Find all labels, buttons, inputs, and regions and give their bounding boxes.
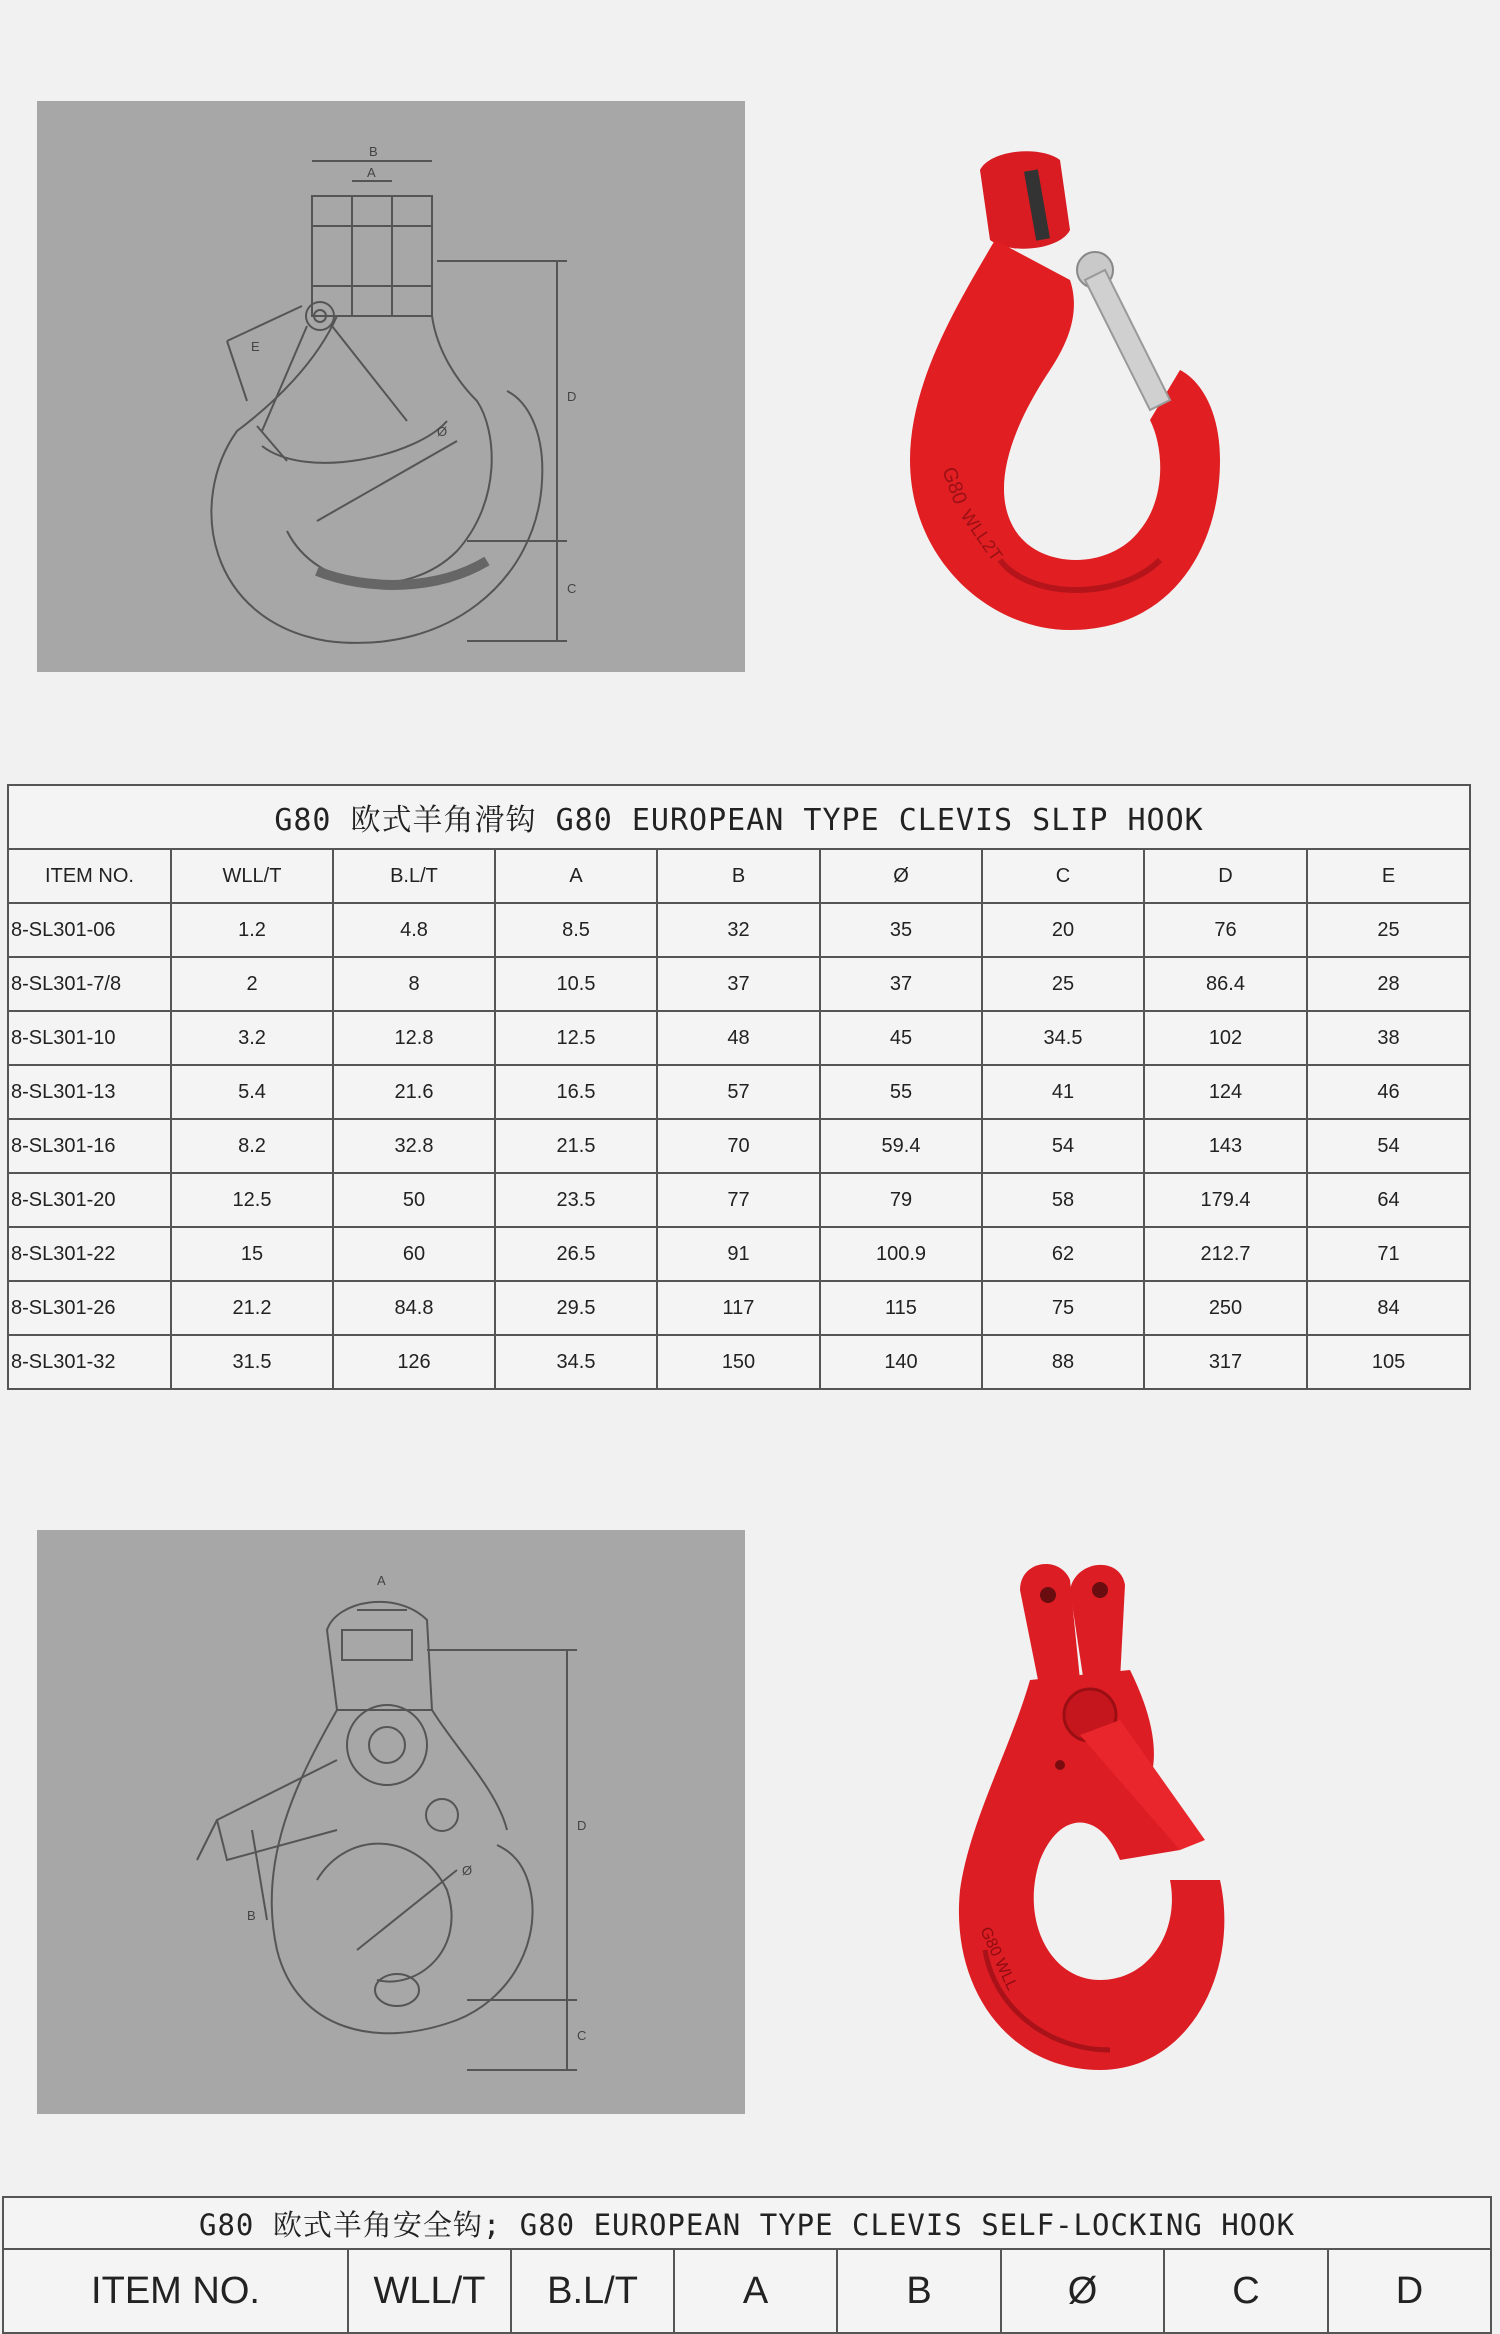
table-cell: 1.2 <box>171 903 333 957</box>
table-cell: 317 <box>1144 1335 1307 1389</box>
table-row <box>8 1173 1470 1227</box>
table-cell: 126 <box>333 1335 495 1389</box>
column-header: E <box>1307 849 1470 903</box>
table-cell: 105 <box>1307 1335 1470 1389</box>
table-cell: 71 <box>1307 1227 1470 1281</box>
table-cell: 59.4 <box>820 1119 982 1173</box>
table-cell: 75 <box>982 1281 1144 1335</box>
table-cell: 91 <box>657 1227 820 1281</box>
table-cell: 10.5 <box>495 957 657 1011</box>
column-header: C <box>982 849 1144 903</box>
table-cell: 25 <box>1307 903 1470 957</box>
table-cell: 20 <box>982 903 1144 957</box>
dim-label-d: D <box>577 1818 587 1833</box>
table-cell: 84 <box>1307 1281 1470 1335</box>
table-cell: 21.5 <box>495 1119 657 1173</box>
table-cell: 15 <box>171 1227 333 1281</box>
column-header: C <box>1164 2249 1328 2333</box>
slip-hook-technical-drawing <box>37 101 745 672</box>
column-header: ITEM NO. <box>3 2249 348 2333</box>
dim-label-phi: Ø <box>437 424 448 439</box>
column-header: B <box>657 849 820 903</box>
table-cell: 3.2 <box>171 1011 333 1065</box>
self-locking-hook-drawing-svg <box>37 1530 745 2114</box>
dim-label-b: B <box>247 1908 256 1923</box>
table-cell: 45 <box>820 1011 982 1065</box>
column-header: WLL/T <box>171 849 333 903</box>
column-header: B.L/T <box>511 2249 674 2333</box>
table-cell: 5.4 <box>171 1065 333 1119</box>
table-cell: 102 <box>1144 1011 1307 1065</box>
table-cell: 48 <box>657 1011 820 1065</box>
item-number-cell: 8-SL301-20 <box>8 1173 171 1227</box>
table-cell: 28 <box>1307 957 1470 1011</box>
table-cell: 115 <box>820 1281 982 1335</box>
column-header: WLL/T <box>348 2249 511 2333</box>
table-cell: 77 <box>657 1173 820 1227</box>
table-cell: 12.5 <box>495 1011 657 1065</box>
column-header: B.L/T <box>333 849 495 903</box>
table-cell: 46 <box>1307 1065 1470 1119</box>
dim-label-e: E <box>251 339 260 354</box>
self-locking-hook-spec-table <box>2 2196 1492 2334</box>
table-cell: 12.5 <box>171 1173 333 1227</box>
table-cell: 35 <box>820 903 982 957</box>
item-number-cell: 8-SL301-10 <box>8 1011 171 1065</box>
table-cell: 21.2 <box>171 1281 333 1335</box>
table-cell: 8.5 <box>495 903 657 957</box>
table-cell: 64 <box>1307 1173 1470 1227</box>
table-cell: 21.6 <box>333 1065 495 1119</box>
table-cell: 70 <box>657 1119 820 1173</box>
column-header: Ø <box>820 849 982 903</box>
table-cell: 57 <box>657 1065 820 1119</box>
table-cell: 84.8 <box>333 1281 495 1335</box>
table-cell: 60 <box>333 1227 495 1281</box>
table-row <box>8 1011 1470 1065</box>
table-cell: 31.5 <box>171 1335 333 1389</box>
table-cell: 117 <box>657 1281 820 1335</box>
table-cell: 41 <box>982 1065 1144 1119</box>
table-cell: 23.5 <box>495 1173 657 1227</box>
dim-label-c: C <box>567 581 577 596</box>
table-cell: 212.7 <box>1144 1227 1307 1281</box>
table-cell: 76 <box>1144 903 1307 957</box>
table-cell: 34.5 <box>495 1335 657 1389</box>
table-title: G80 欧式羊角滑钩 G80 EUROPEAN TYPE CLEVIS SLIP HOOK <box>8 785 1470 849</box>
table-cell: 4.8 <box>333 903 495 957</box>
photo-marking-text: G80 WLL <box>976 1924 1021 1993</box>
item-number-cell: 8-SL301-16 <box>8 1119 171 1173</box>
table-cell: 54 <box>982 1119 1144 1173</box>
table-cell: 32.8 <box>333 1119 495 1173</box>
column-header: D <box>1328 2249 1491 2333</box>
table-cell: 88 <box>982 1335 1144 1389</box>
table-title: G80 欧式羊角安全钩; G80 EUROPEAN TYPE CLEVIS SELF-LOCKING HOOK <box>3 2197 1491 2249</box>
table-cell: 55 <box>820 1065 982 1119</box>
item-number-cell: 8-SL301-22 <box>8 1227 171 1281</box>
column-header: B <box>837 2249 1001 2333</box>
column-header: D <box>1144 849 1307 903</box>
table-header-row <box>8 849 1470 903</box>
table-cell: 37 <box>657 957 820 1011</box>
table-header-row <box>3 2249 1491 2333</box>
column-header: A <box>674 2249 837 2333</box>
dim-label-a: A <box>367 165 376 180</box>
table-cell: 16.5 <box>495 1065 657 1119</box>
dim-label-a: A <box>377 1573 386 1588</box>
table-row <box>8 957 1470 1011</box>
dim-label-b: B <box>369 144 378 159</box>
table-cell: 54 <box>1307 1119 1470 1173</box>
table-row <box>8 1065 1470 1119</box>
slip-hook-spec-table <box>7 784 1471 1390</box>
table-cell: 50 <box>333 1173 495 1227</box>
table-cell: 34.5 <box>982 1011 1144 1065</box>
dim-label-d: D <box>567 389 577 404</box>
table-cell: 26.5 <box>495 1227 657 1281</box>
photo-marking-grade: G80 <box>937 464 971 508</box>
table-cell: 179.4 <box>1144 1173 1307 1227</box>
column-header: Ø <box>1001 2249 1164 2333</box>
table-cell: 12.8 <box>333 1011 495 1065</box>
item-number-cell: 8-SL301-26 <box>8 1281 171 1335</box>
table-body <box>8 903 1470 1389</box>
table-cell: 150 <box>657 1335 820 1389</box>
table-cell: 25 <box>982 957 1144 1011</box>
table-row <box>8 903 1470 957</box>
slip-hook-drawing-svg <box>37 101 745 672</box>
table-cell: 124 <box>1144 1065 1307 1119</box>
dim-label-phi: Ø <box>462 1863 473 1878</box>
self-locking-hook-section <box>0 1400 1500 2322</box>
table-cell: 143 <box>1144 1119 1307 1173</box>
photo-marking-wll: WLL2T <box>956 505 1007 565</box>
self-locking-hook-photo <box>920 1550 1260 2110</box>
table-row <box>8 1119 1470 1173</box>
slip-hook-photo <box>880 130 1260 670</box>
item-number-cell: 8-SL301-7/8 <box>8 957 171 1011</box>
table-row <box>8 1335 1470 1389</box>
item-number-cell: 8-SL301-32 <box>8 1335 171 1389</box>
table-cell: 29.5 <box>495 1281 657 1335</box>
table-cell: 32 <box>657 903 820 957</box>
column-header: ITEM NO. <box>8 849 171 903</box>
item-number-cell: 8-SL301-13 <box>8 1065 171 1119</box>
table-cell: 140 <box>820 1335 982 1389</box>
item-number-cell: 8-SL301-06 <box>8 903 171 957</box>
table-cell: 62 <box>982 1227 1144 1281</box>
table-cell: 58 <box>982 1173 1144 1227</box>
table-cell: 79 <box>820 1173 982 1227</box>
table-cell: 37 <box>820 957 982 1011</box>
table-row <box>8 1281 1470 1335</box>
column-header: A <box>495 849 657 903</box>
table-row <box>8 1227 1470 1281</box>
table-cell: 86.4 <box>1144 957 1307 1011</box>
self-locking-hook-technical-drawing <box>37 1530 745 2114</box>
table-cell: 38 <box>1307 1011 1470 1065</box>
table-cell: 8 <box>333 957 495 1011</box>
table-cell: 250 <box>1144 1281 1307 1335</box>
dim-label-c: C <box>577 2028 587 2043</box>
table-cell: 2 <box>171 957 333 1011</box>
table-cell: 100.9 <box>820 1227 982 1281</box>
table-cell: 8.2 <box>171 1119 333 1173</box>
